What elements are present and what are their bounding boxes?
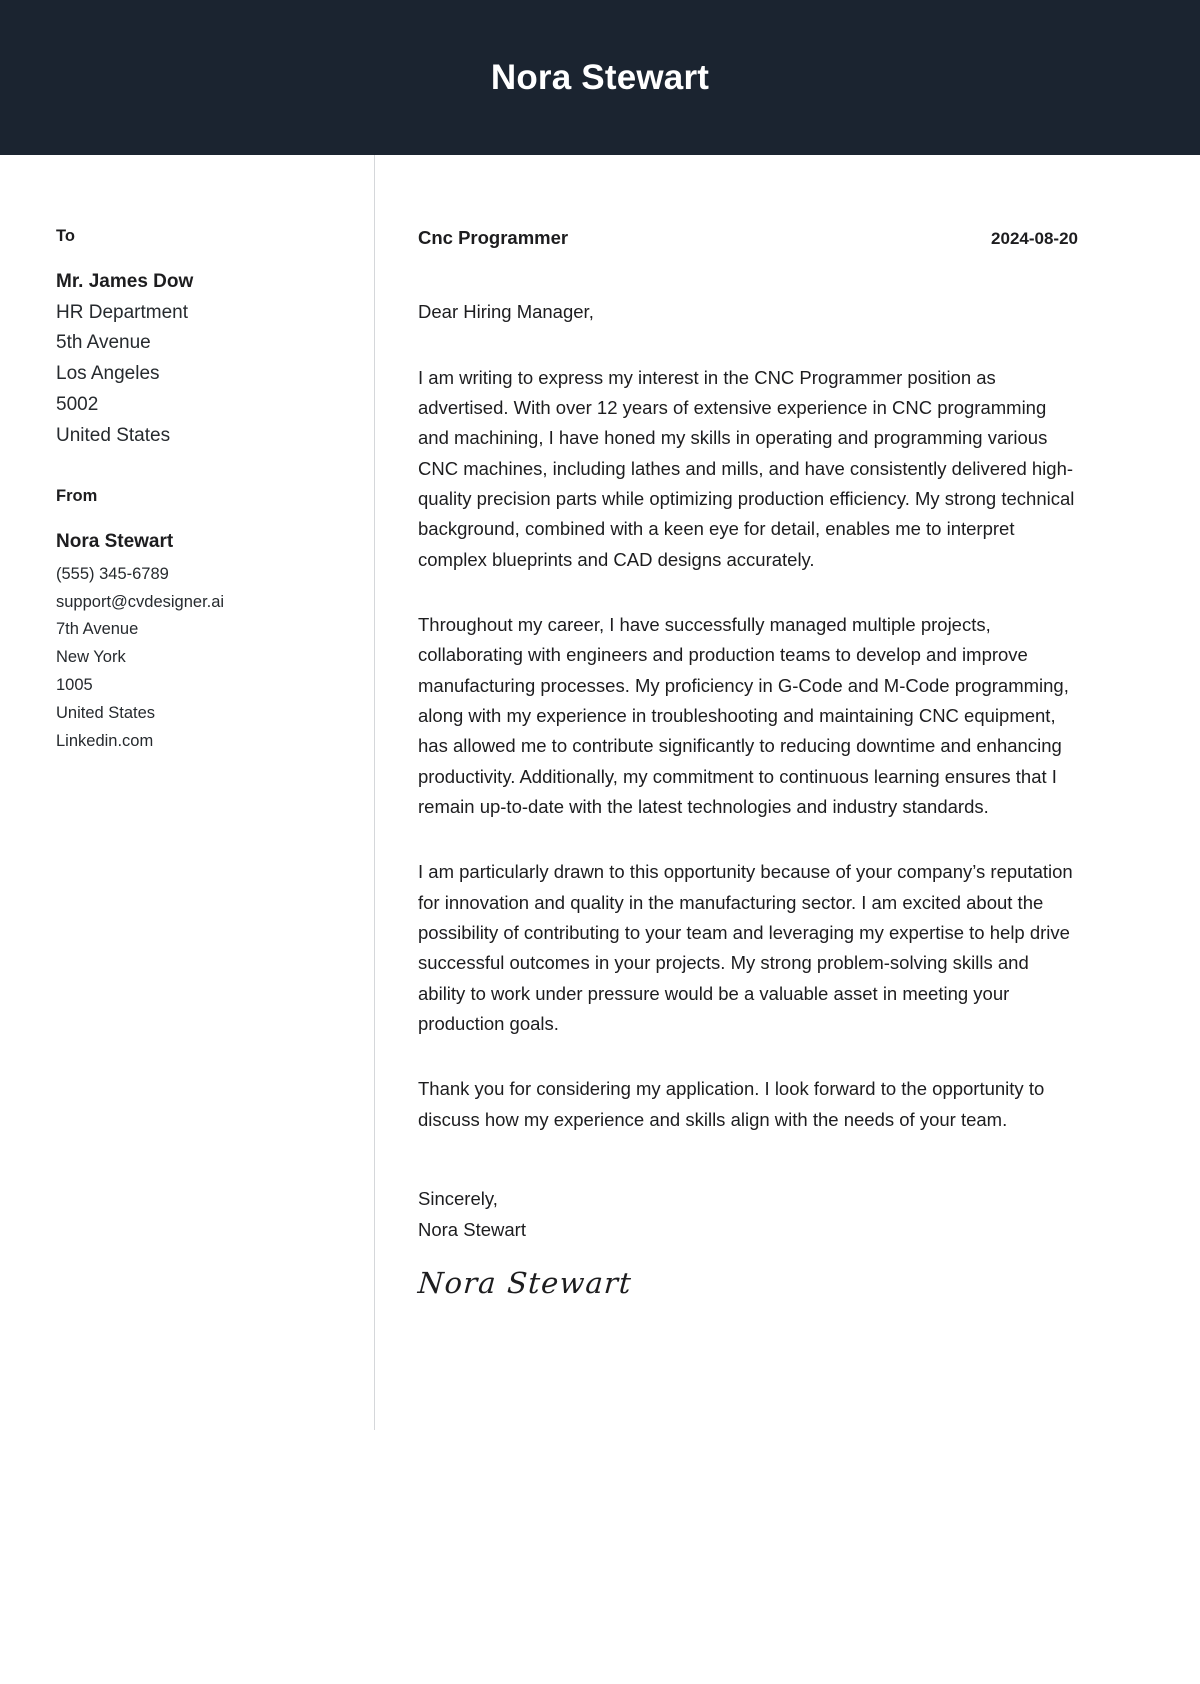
job-title: Cnc Programmer — [418, 227, 569, 248]
letter-header-row — [418, 227, 1078, 249]
recipient-name: Mr. James Dow — [56, 270, 194, 292]
recipient-line: United States — [56, 424, 171, 446]
sender-phone: (555) 345-6789 — [56, 564, 169, 583]
sender-city: New York — [56, 648, 126, 667]
letter-paragraph: I am writing to express my interest in the CNC Programmer position as advertised. With over 12 years of extensive experience in CNC programming and machining, I have honed my skills in operating and programming various CNC machines, including lathes and mills, and have consistently delivered high-quality precision parts while optimizing production efficiency. My strong technical background, combined with a keen eye for detail, enables me to interpret complex blueprints and CAD designs accurately. — [418, 366, 1075, 570]
recipient-line: HR Department — [56, 301, 188, 323]
letter-date: 2024-08-20 — [991, 229, 1078, 248]
sender-linkedin: Linkedin.com — [56, 731, 154, 750]
sender-email: support@cvdesigner.ai — [56, 592, 225, 611]
letter-paragraph: I am particularly drawn to this opportunity because of your company’s reputation for innovation and quality in the manufacturing sector. I am excited about the possibility of contributing to your team and leveraging my expertise to help drive successful outcomes in your projects. My strong problem-solving skills and ability to work under pressure would be a valuable asset in meeting your production goals. — [418, 861, 1073, 1034]
sender-street: 7th Avenue — [56, 620, 139, 639]
sender-block — [56, 487, 344, 755]
from-label: From — [56, 487, 98, 506]
letter-paragraph: Thank you for considering my application. I look forward to the opportunity to discuss how my experience and skills align with the needs of your team. — [418, 1078, 1045, 1130]
sender-postcode: 1005 — [56, 676, 93, 695]
sender-name: Nora Stewart — [56, 531, 174, 553]
closing-salutation: Sincerely, — [418, 1187, 498, 1209]
recipient-block — [56, 227, 344, 451]
contact-sidebar — [0, 155, 374, 756]
letter-column — [375, 155, 1200, 1300]
document-body — [0, 155, 1200, 1430]
recipient-line: 5th Avenue — [56, 332, 151, 354]
salutation: Dear Hiring Manager, — [418, 301, 594, 323]
to-label: To — [56, 227, 75, 245]
document-header — [0, 0, 1200, 155]
header-applicant-name: Nora Stewart — [490, 58, 710, 97]
closing-block — [418, 1183, 1078, 1300]
recipient-line: 5002 — [56, 393, 99, 415]
recipient-line: Los Angeles — [56, 363, 160, 385]
sender-country: United States — [56, 704, 156, 722]
letter-paragraph: Throughout my career, I have successfully managed multiple projects, collaborating with engineers and production teams to develop and improve manufacturing processes. My proficiency in G-Code and M-Code programming, along with my experience in troubleshooting and maintaining CNC equipment, has allowed me to contribute significantly to reducing downtime and enhancing productivity. Additionally, my commitment to continuous learning ensures that I remain up-to-date with the latest technologies and industry standards. — [418, 614, 1069, 817]
signature-mark: Nora Stewart — [416, 1265, 634, 1300]
closing-name: Nora Stewart — [418, 1219, 526, 1241]
